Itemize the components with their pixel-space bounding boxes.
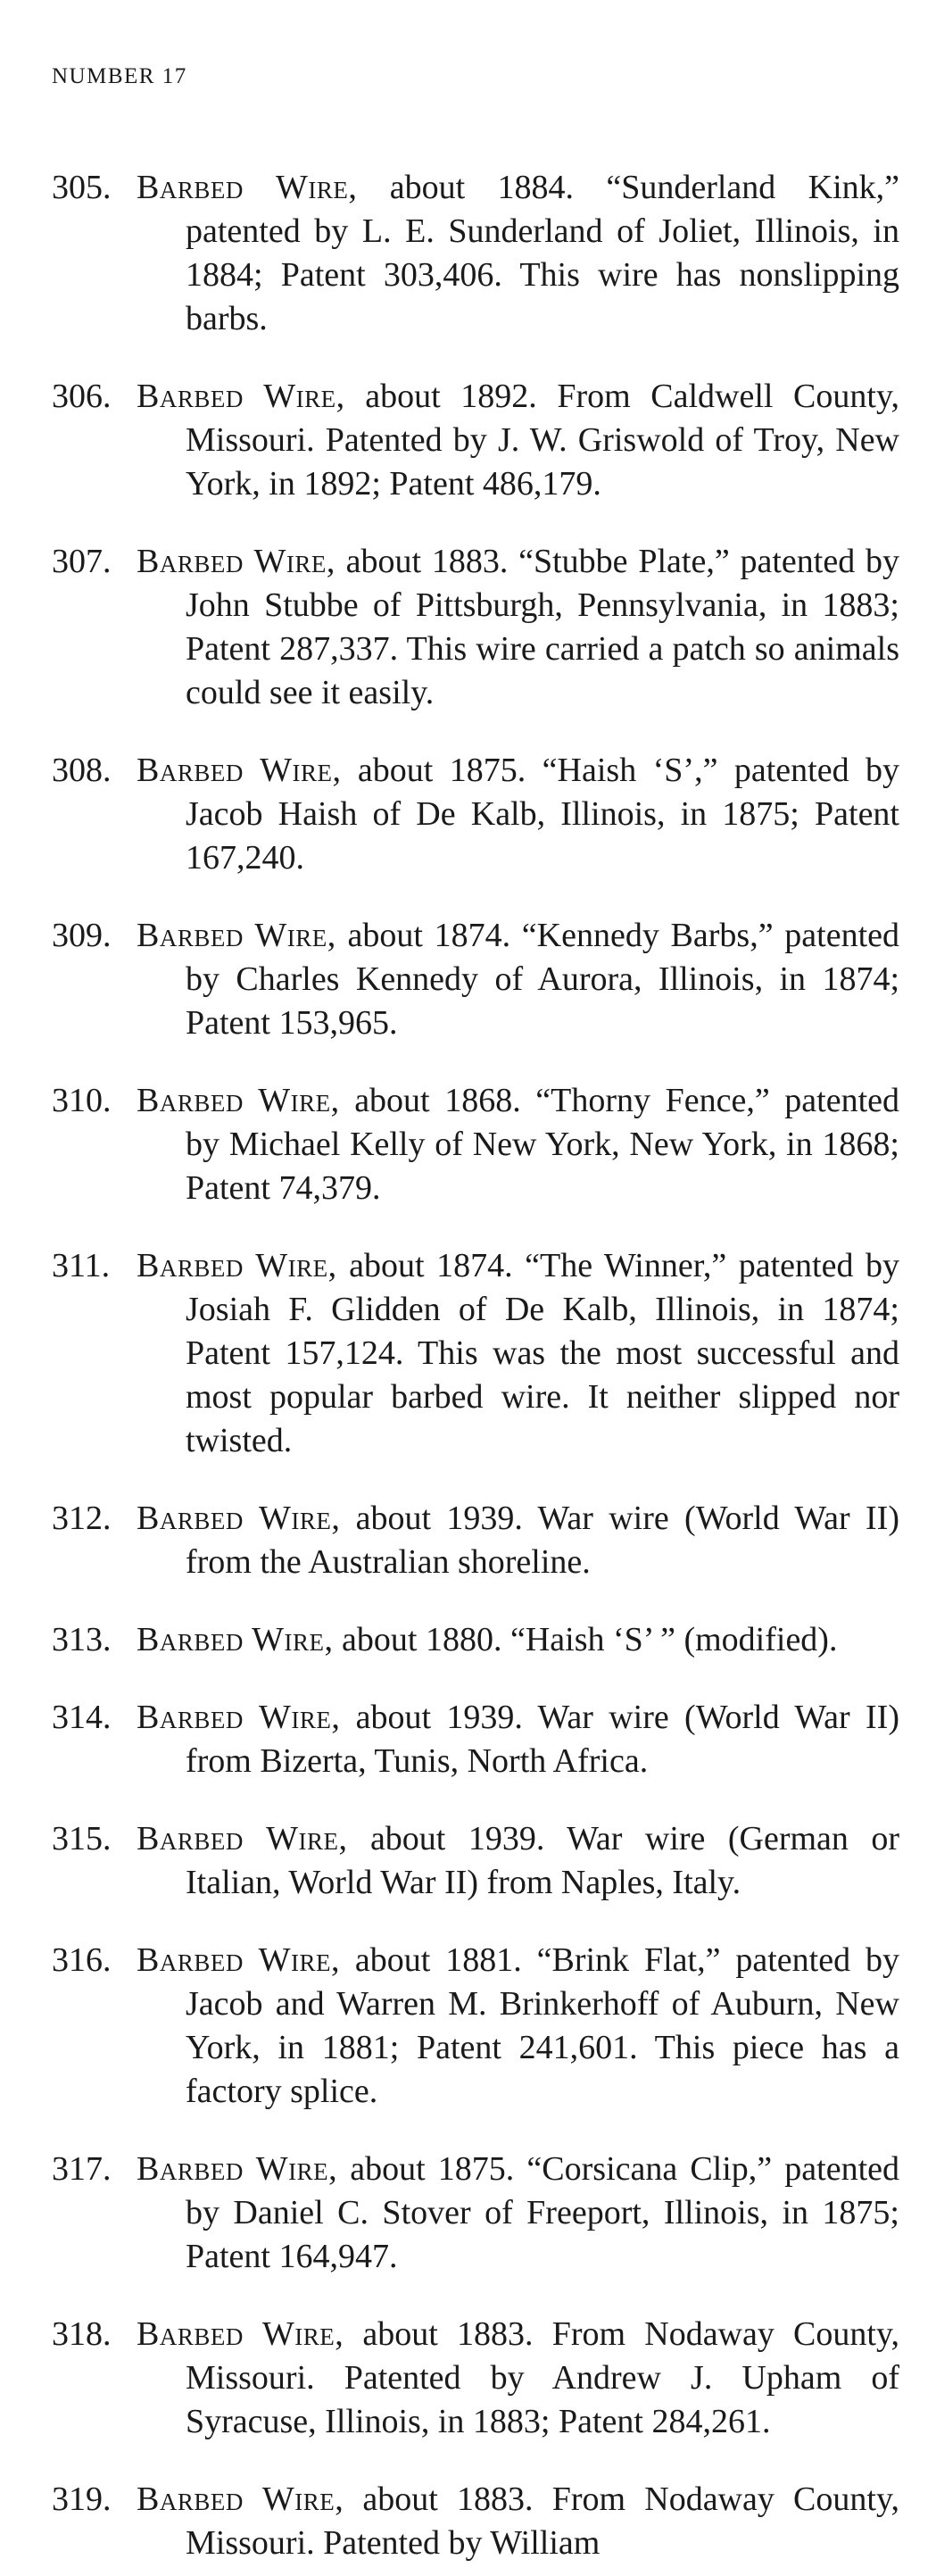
entry-lead: Barbed Wire,	[137, 543, 335, 580]
entry-text: about 1939. War wire (World War II) from Bizerta, Tunis, North Africa.	[186, 1699, 899, 1780]
entry-list	[52, 132, 899, 2576]
entry-number: 319.	[52, 2480, 112, 2518]
entry-lead: Barbed Wire,	[137, 1820, 348, 1857]
entry-number: 310.	[52, 1082, 112, 1119]
entry-308	[52, 749, 899, 880]
entry-text: about 1875. “Corsicana Clip,” patented by Daniel C. Stover of Freeport, Illinois, in 1875; Patent 164,947.	[186, 2150, 899, 2275]
entry-lead: Barbed Wire,	[137, 1247, 337, 1284]
entry-316	[52, 1939, 899, 2114]
entry-315	[52, 1817, 899, 1905]
entry-text: about 1883. “Stubbe Plate,” patented by John Stubbe of Pittsburgh, Pennsylvania, in 1883; Patent 287,337. This wire carried a patch so animals could see it easily.	[186, 543, 899, 711]
entry-309	[52, 914, 899, 1045]
entry-312	[52, 1497, 899, 1584]
entry-number: 315.	[52, 1820, 112, 1857]
entry-lead: Barbed Wire,	[137, 752, 342, 789]
entry-number: 308.	[52, 752, 112, 789]
entry-310	[52, 1079, 899, 1210]
entry-number: 311.	[52, 1247, 111, 1284]
entry-lead: Barbed Wire,	[137, 1621, 334, 1658]
entry-number: 313.	[52, 1621, 112, 1658]
entry-text: about 1883. From Nodaway County, Missouri. Patented by William	[186, 2480, 899, 2562]
entry-number: 316.	[52, 1941, 112, 1979]
entry-text: about 1874. “Kennedy Barbs,” patented by Charles Kennedy of Aurora, Illinois, in 1874; Patent 153,965.	[186, 917, 900, 1042]
entry-number: 318.	[52, 2315, 112, 2353]
entry-text: about 1939. War wire (German or Italian, World War II) from Naples, Italy.	[186, 1820, 899, 1901]
entry-text: about 1881. “Brink Flat,” patented by Jacob and Warren M. Brinkerhoff of Auburn, New York, in 1881; Patent 241,601. This piece has a factory splice.	[186, 1941, 900, 2110]
entry-306	[52, 375, 899, 506]
entry-number: 314.	[52, 1699, 112, 1736]
entry-319	[52, 2478, 899, 2565]
entry-number: 309.	[52, 917, 112, 954]
entry-318	[52, 2313, 899, 2444]
entry-text: about 1868. “Thorny Fence,” patented by Michael Kelly of New York, New York, in 1868; Patent 74,379.	[186, 1082, 899, 1207]
entry-lead: Barbed Wire,	[137, 1082, 340, 1119]
entry-text: about 1884. “Sunderland Kink,” patented by L. E. Sunderland of Joliet, Illinois, in 1884; Patent 303,406. This wire has nonslipping barbs.	[186, 169, 899, 337]
entry-number: 306.	[52, 378, 112, 415]
entry-lead: Barbed Wire,	[137, 1699, 341, 1736]
entry-313	[52, 1618, 899, 1662]
entry-lead: Barbed Wire,	[137, 1500, 341, 1537]
entry-text: about 1874. “The Winner,” patented by Josiah F. Glidden of De Kalb, Illinois, in 1874; Patent 157,124. This was the most successful and most popular barbed wire. It neither slipped nor twisted.	[186, 1247, 899, 1459]
entry-314	[52, 1696, 899, 1783]
entry-text: about 1880. “Haish ‘S’ ” (modified).	[333, 1621, 838, 1658]
entry-lead: Barbed Wire,	[137, 378, 345, 415]
entry-lead: Barbed Wire,	[137, 2315, 344, 2353]
entry-lead: Barbed Wire,	[137, 917, 336, 954]
entry-305	[52, 166, 899, 341]
entry-lead: Barbed Wire,	[137, 1941, 340, 1979]
entry-lead: Barbed Wire,	[137, 169, 358, 206]
entry-307	[52, 540, 899, 715]
running-head: NUMBER 17	[52, 64, 187, 88]
entry-317	[52, 2148, 899, 2279]
entry-number: 317.	[52, 2150, 112, 2188]
entry-number: 307.	[52, 543, 112, 580]
entry-number: 305.	[52, 169, 112, 206]
entry-text: about 1939. War wire (World War II) from the Australian shoreline.	[186, 1500, 899, 1581]
entry-text: about 1883. From Nodaway County, Missouri. Patented by Andrew J. Upham of Syracuse, Illinois, in 1883; Patent 284,261.	[186, 2315, 899, 2440]
entry-lead: Barbed Wire,	[137, 2480, 344, 2518]
entry-lead: Barbed Wire,	[137, 2150, 338, 2188]
entry-number: 312.	[52, 1500, 112, 1537]
entry-311	[52, 1244, 899, 1463]
entry-text: about 1892. From Caldwell County, Missouri. Patented by J. W. Griswold of Troy, New York, in 1892; Patent 486,179.	[186, 378, 899, 503]
entry-text: about 1875. “Haish ‘S’,” patented by Jacob Haish of De Kalb, Illinois, in 1875; Patent 167,240.	[186, 752, 900, 877]
